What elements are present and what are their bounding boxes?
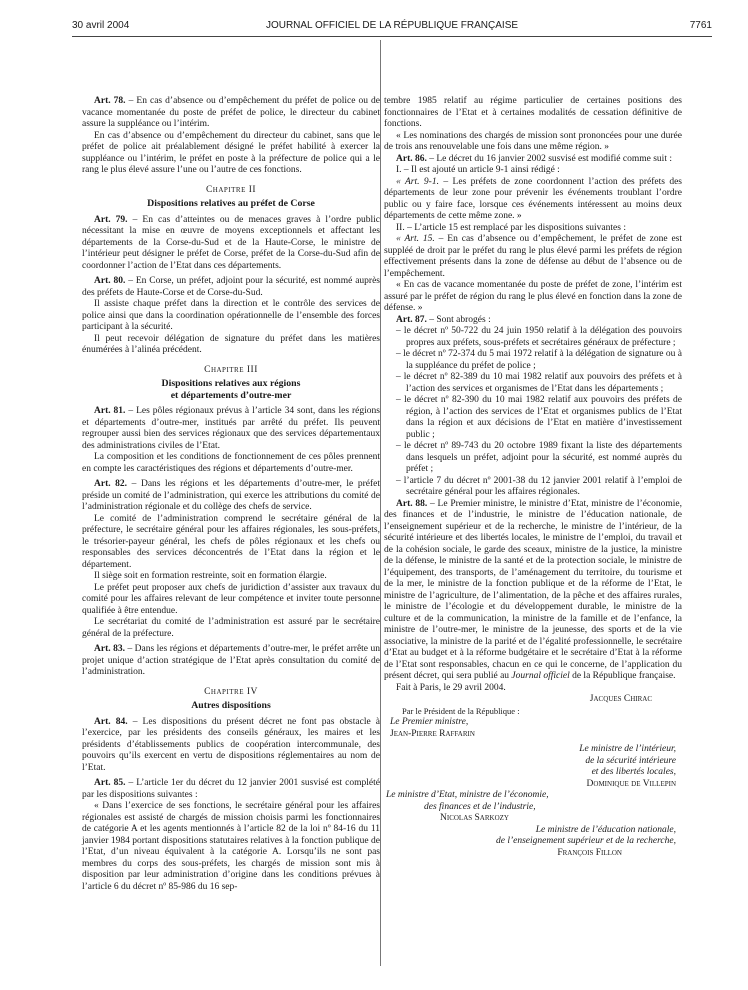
continuation-p1: tembre 1985 relatif au régime particulier de certaines positions des fonctionnaires de l’Etat et à certaines modalités de cessation définitive de fonctions. [384,96,682,129]
continuation-p2: « Les nominations des chargés de mission sont prononcées pour une durée de trois ans renouvelable une fois dans une même région. » [384,130,682,152]
list-item: – l’article 7 du décret nº 2001-38 du 12 janvier 2001 relatif à l’emploi de secrétaire général pour les affaires régionales. [396,475,682,497]
article-9-1-label: « Art. 9-1. [396,176,439,187]
article-84-label: Art. 84. [94,716,128,727]
article-78-p1 [82,96,380,131]
par-le-president: Par le Président de la République : [402,705,520,716]
chapter-3-heading: Chapitre III [204,364,258,375]
chapter-2-title: Dispositions relatives au préfet de Corse [147,198,315,209]
header-date: 30 avril 2004 [72,20,130,31]
chapter-4-title: Autres dispositions [191,700,271,711]
education-title-2: de l’enseignement supérieur et de la recherche, [496,836,676,846]
article-79-text: – En cas d’atteintes ou de menaces graves à l’ordre public nécessitant la mise en œuvre de moyens exceptionnels et affectant les départements de la Corse-du-Sud et de la Haute-Corse, le ministre de l’intérieur peut désigner le préfet de Corse, préfet de la Corse-du-Sud afin de coordonner l’action de l’Etat dans ces départements. [82,214,380,271]
interieur-title-1: Le ministre de l’intérieur, [579,744,676,754]
abrogation-list [384,326,682,499]
article-86-text: – Le décret du 16 janvier 2002 susvisé est modifié comme suit : [426,153,672,164]
chapter-3-title [82,378,380,401]
article-80-p1 [82,276,380,299]
interieur-name: Dominique de Villepin [586,778,676,789]
interieur-title-2: de la sécurité intérieure [585,755,676,766]
article-82-p2: Le comité de l’administration comprend le secrétaire général de la préfecture, le secrétaire général pour les affaires régionales, les sous-préfets, le trésorier-payeur général, les chefs de pôles régionaux et les chefs ou responsables des services déconcentrés de l’Etat dans la région et le département. [82,513,380,570]
economie-name: Nicolas Sarkozy [440,813,509,823]
article-82-p5: Le secrétariat du comité de l’administration est assuré par le secrétaire général de la préfecture. [82,617,380,639]
premier-ministre-name: Jean-Pierre Raffarin [390,728,475,739]
article-81-p2: La composition et les conditions de fonctionnement de ces pôles prennent en compte les caractéristiques des régions et départements d’outre-mer. [82,452,380,474]
signature-chirac: Jacques Chirac [589,694,652,704]
page-number: 7761 [689,20,712,31]
column-divider [380,40,381,966]
economie-title-1: Le ministre d’Etat, ministre de l’économie, [386,790,549,800]
interieur-title-3: et des libertés locales, [591,767,676,777]
article-80-p3: Il peut recevoir délégation de signature du préfet dans les matières énumérées à l’alinéa précédent. [82,333,380,355]
article-85-p2: « Dans l’exercice de ses fonctions, le secrétaire général pour les affaires régionales est assisté de chargés de mission choisis parmi les fonctionnaires de catégorie A et les agents mentionnés à l’article 82 de la loi nº 84-16 du 11 janvier 1984 portant dispositions statutaires relatives à la fonction publique de l’Etat, d’un niveau équivalent à la catégorie A. Lorsqu’ils ne sont pas membres du corps des sous-préfets, les chargés de mission sont mis à disposition par leur administration d’origine dans les conditions prévues à l’article 6 du décret nº 85-986 du 16 sep- [82,801,380,892]
article-15-label: « Art. 15. [396,234,435,244]
article-82-text: – Dans les régions et les départements d’outre-mer, le préfet préside un comité de l’administration, qui exerce les attributions du comité de l’administration régionale et du collège des chefs de service. [82,479,380,512]
list-item: – le décret nº 82-390 du 10 mai 1982 relatif aux pouvoirs des préfets de région, à l’action des services de l’Etat et organismes publics de l’Etat dans la région et aux décisions de l’Etat en matière d’investissement public ; [396,395,682,440]
article-79-label: Art. 79. [94,214,128,225]
article-78-text: – En cas d’absence ou d’empêchement du préfet de police ou de vacance momentanée du poste de préfet de police, le directeur du cabinet assure la suppléance ou l’intérim. [82,96,380,129]
article-82-label: Art. 82. [94,479,128,489]
journal-officiel-ref: Journal officiel [511,671,570,681]
article-85-label: Art. 85. [94,778,126,788]
header-rule [72,36,712,37]
left-column [82,96,380,893]
article-83-p1 [82,644,380,679]
article-87-text: – Sont abrogés : [426,314,491,325]
article-15-text: – En cas d’absence ou d’empêchement, le préfet de zone est suppléé de droit par le préfet du rang le plus élevé parmi les préfets de région effectivement présents dans la zone de défense au début de l’absence ou de l’empêchement. [384,234,682,279]
article-80-label: Art. 80. [94,276,126,286]
list-item: – le décret nº 82-389 du 10 mai 1982 relatif aux pouvoirs des préfets et à l’action des services et organismes de l’Etat dans les départements ; [396,372,682,394]
article-88-p1 [384,499,682,683]
list-item: – le décret nº 72-374 du 5 mai 1972 relatif à la délégation de signature ou à la suppléance du préfet de police ; [396,349,682,371]
article-88-end: de la République française. [569,671,676,681]
article-83-label: Art. 83. [94,644,125,654]
chapter-2-heading: Chapitre II [205,184,257,195]
article-88-text: – Le Premier ministre, le ministre d’Etat, ministre de l’économie, des finances et de l’industrie, le ministre de l’éducation nationale, de l’enseignement supérieur et de la recherche, le ministre de l’intérieur, de la sécurité intérieure et des libertés locales, le ministre de l’emploi, du travail et de la cohésion sociale, le garde des sceaux, ministre de la justice, la ministre de la défense, le ministre de la santé et de la protection sociale, le ministre de l’équipement, des transports, de l’aménagement du territoire, du tourisme et de la mer, le ministre de la fonction publique et de la réforme de l’Etat, le ministre de l’agriculture, de l’alimentation, de la pêche et des affaires rurales, le ministre de l’écologie et du développement durable, le ministre de la culture et de la communication, la ministre de la famille et de l’enfance, la ministre de l’outre-mer, le ministre de la jeunesse, des sports et de la vie associative, la ministre de la parité et de l’égalité professionnelle, le secrétaire d’Etat au budget et à la réforme budgétaire et le secrétaire d’Etat à la réforme de l’Etat sont responsables, chacun en ce qui le concerne, de l’application du présent décret, qui sera publié au [384,498,683,681]
article-81-label: Art. 81. [94,406,126,416]
article-86-p1 [384,154,682,166]
article-84-p1 [82,717,380,775]
article-86-p2: I. – Il est ajouté un article 9-1 ainsi rédigé : [396,165,560,175]
article-82-p1 [82,479,380,514]
article-9-1-text: – Les préfets de zone coordonnent l’action des préfets des départements de leur zone pour prévenir les événements troublant l’ordre public ou y faire face, lorsque ces événements intéressent au moins deux départements de cette même zone. » [384,176,682,221]
chapter-3-title-line2: et départements d’outre-mer [170,389,292,401]
article-81-p1 [82,406,380,452]
journal-title: JOURNAL OFFICIEL DE LA RÉPUBLIQUE FRANÇAISE [265,20,519,31]
list-item: – le décret nº 50-722 du 24 juin 1950 relatif à la délégation des pouvoirs propres aux préfets, sous-préfets et secrétaires généraux de préfecture ; [396,326,682,348]
article-78-label: Art. 78. [94,96,126,106]
article-86-p4: II. – L’article 15 est remplacé par les dispositions suivantes : [396,222,626,233]
article-86-p3 [384,177,682,223]
article-87-label: Art. 87. [396,314,427,325]
article-85-p1 [82,778,380,801]
chapter-3-title-line1: Dispositions relatives aux régions [161,378,301,389]
fait-a-paris: Fait à Paris, le 29 avril 2004. [396,682,506,693]
chapter-4-heading: Chapitre IV [204,686,258,697]
article-80-text: – En Corse, un préfet, adjoint pour la sécurité, est nommé auprès des préfets de Haute-Corse et de Corse-du-Sud. [82,276,380,298]
article-80-p2: Il assiste chaque préfet dans la direction et le contrôle des services de police ainsi que dans la coordination opérationnelle de l’ensemble des forces participant à la sécurité. [82,299,380,332]
article-81-text: – Les pôles régionaux prévus à l’article 34 sont, dans les régions et départements d’outre-mer, institués par arrêté du préfet. Ils peuvent regrouper aussi bien des services régionaux que des services départementaux des administrations civiles de l’Etat. [82,406,380,451]
list-item: – le décret nº 89-743 du 20 octobre 1989 fixant la liste des départements dans lesquels un préfet, adjoint pour la sécurité, est nommé auprès du préfet ; [396,441,682,474]
article-79-p1 [82,215,380,273]
article-88-label: Art. 88. [396,498,428,509]
article-86-p6: « En cas de vacance momentanée du poste de préfet de zone, l’intérim est assuré par le préfet de région du rang le plus élevé en fonction dans la zone de défense. » [384,280,682,313]
article-86-label: Art. 86. [396,153,427,164]
article-82-p4: Le préfet peut proposer aux chefs de juridiction d’assister aux travaux du comité pour les affaires relevant de leur compétence et inviter toute personne qualifiée à être entendue. [82,582,380,616]
page-header [72,20,712,34]
article-86-p5 [384,234,682,280]
article-83-text: – Dans les régions et départements d’outre-mer, le préfet arrête un projet unique d’action stratégique de l’Etat après consultation du comité de l’administration. [82,644,380,677]
premier-ministre-title: Le Premier ministre, [390,717,469,727]
article-87-p1 [384,315,682,327]
education-title-1: Le ministre de l’éducation nationale, [535,824,676,835]
article-78-p2: En cas d’absence ou d’empêchement du directeur du cabinet, sans que le préfet de police ait préalablement désigné le préfet habilité à exercer la suppléance ou l’intérim, le préfet en poste à la préfecture de police qui a le rang le plus élevé assure l’une ou l’autre de ces fonctions. [82,130,380,175]
article-82-p3: Il siège soit en formation restreinte, soit en formation élargie. [94,571,327,581]
article-85-text: – L’article 1er du décret du 12 janvier 2001 susvisé est complété par les dispositions suivantes : [82,778,380,800]
education-name: François Fillon [557,847,622,858]
right-column [384,96,682,859]
economie-title-2: des finances et de l’industrie, [424,801,536,812]
article-84-text: – Les dispositions du présent décret ne font pas obstacle à l’exercice, par les présidents des conseils généraux, les maires et les présidents d’établissements publics de coopération intercommunale, des pouvoirs qu’ils exercent en vertu de dispositions réglementaires au nom de l’Etat. [82,716,380,773]
